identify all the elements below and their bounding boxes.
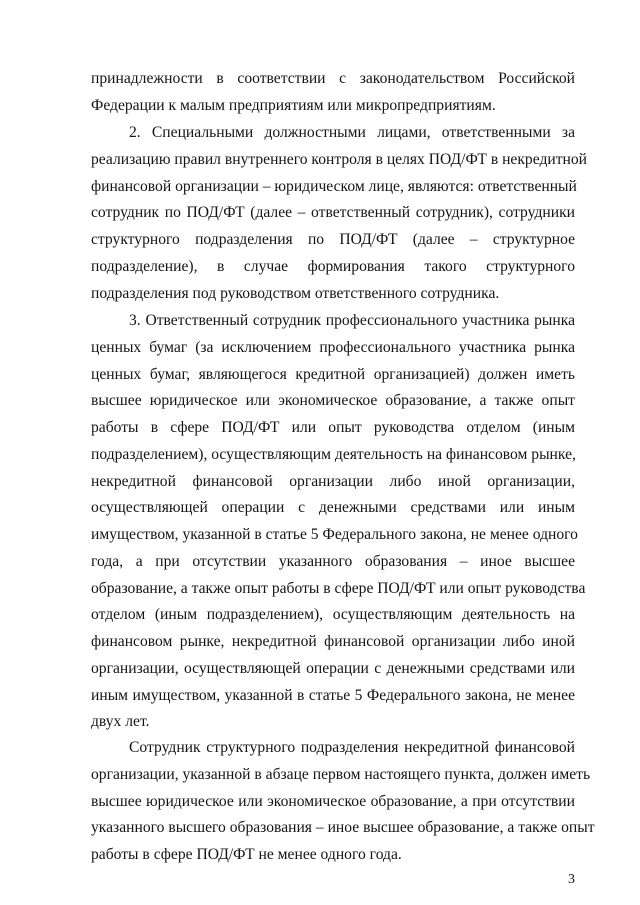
paragraph-item-3 bbox=[91, 308, 586, 736]
text-line: отделом (иным подразделением), осуществляющим деятельность на bbox=[91, 606, 575, 624]
page-number: 3 bbox=[568, 872, 575, 887]
paragraph-item-2 bbox=[91, 120, 588, 307]
text-line: ценных бумаг, являющегося кредитной организацией) должен иметь bbox=[91, 365, 575, 383]
text-line: финансовой организации – юридическом лице, являются: ответственный bbox=[91, 177, 577, 195]
text-line: высшее юридическое или экономическое образование, а также опыт bbox=[91, 392, 575, 410]
text-line: указанного высшего образования – иное высшее образование, а также опыт bbox=[91, 819, 595, 837]
text-line: принадлежности в соответствии с законодательством Российской bbox=[91, 70, 575, 87]
text-line: имуществом, указанной в статье 5 Федерального закона, не менее одного bbox=[91, 526, 578, 543]
text-line: реализацию правил внутреннего контроля в целях ПОД/ФТ в некредитной bbox=[91, 150, 588, 168]
text-line: организации, указанной в абзаце первом настоящего пункта, должен иметь bbox=[91, 765, 591, 783]
text-line: подразделением), осуществляющим деятельность на финансовом рынке, bbox=[91, 445, 576, 463]
text-line: подразделения под руководством ответственного сотрудника. bbox=[91, 284, 500, 302]
text-line: ценных бумаг (за исключением профессионального участника рынка bbox=[91, 338, 575, 356]
text-line: иным имуществом, указанной в статье 5 Федерального закона, не менее bbox=[91, 686, 575, 704]
text-line: высшее юридическое или экономическое образование, а при отсутствии bbox=[91, 792, 575, 810]
text-line: работы в сфере ПОД/ФТ не менее одного года. bbox=[91, 846, 402, 863]
text-line: осуществляющей операции с денежными средствами или иным bbox=[91, 499, 575, 517]
text-line: Сотрудник структурного подразделения некредитной финансовой bbox=[129, 739, 575, 756]
text-line: образование, а также опыт работы в сфере ПОД/ФТ или опыт руководства bbox=[91, 579, 586, 597]
text-line: финансовом рынке, некредитной финансовой организации либо иной bbox=[91, 633, 575, 650]
text-line: Федерации к малым предприятиям или микропредприятиям. bbox=[91, 96, 496, 114]
text-line: 2. Специальными должностными лицами, ответственными за bbox=[129, 124, 575, 141]
text-line: организации, осуществляющей операции с денежными средствами или bbox=[91, 659, 575, 677]
text-line: года, а при отсутствии указанного образования – иное высшее bbox=[91, 552, 575, 570]
text-line: подразделение), в случае формирования такого структурного bbox=[91, 257, 575, 275]
text-line: сотрудник по ПОД/ФТ (далее – ответственный сотрудник), сотрудники bbox=[91, 204, 575, 222]
text-line: двух лет. bbox=[91, 713, 150, 731]
paragraph-continuation bbox=[91, 66, 575, 120]
text-line: 3. Ответственный сотрудник профессионального участника рынка bbox=[129, 312, 575, 329]
paragraph-staff-requirements bbox=[91, 735, 595, 869]
text-line: структурного подразделения по ПОД/ФТ (далее – структурное bbox=[91, 231, 575, 248]
text-line: некредитной финансовой организации либо иной организации, bbox=[91, 472, 575, 490]
text-line: работы в сфере ПОД/ФТ или опыт руководства отделом (иным bbox=[91, 419, 575, 436]
